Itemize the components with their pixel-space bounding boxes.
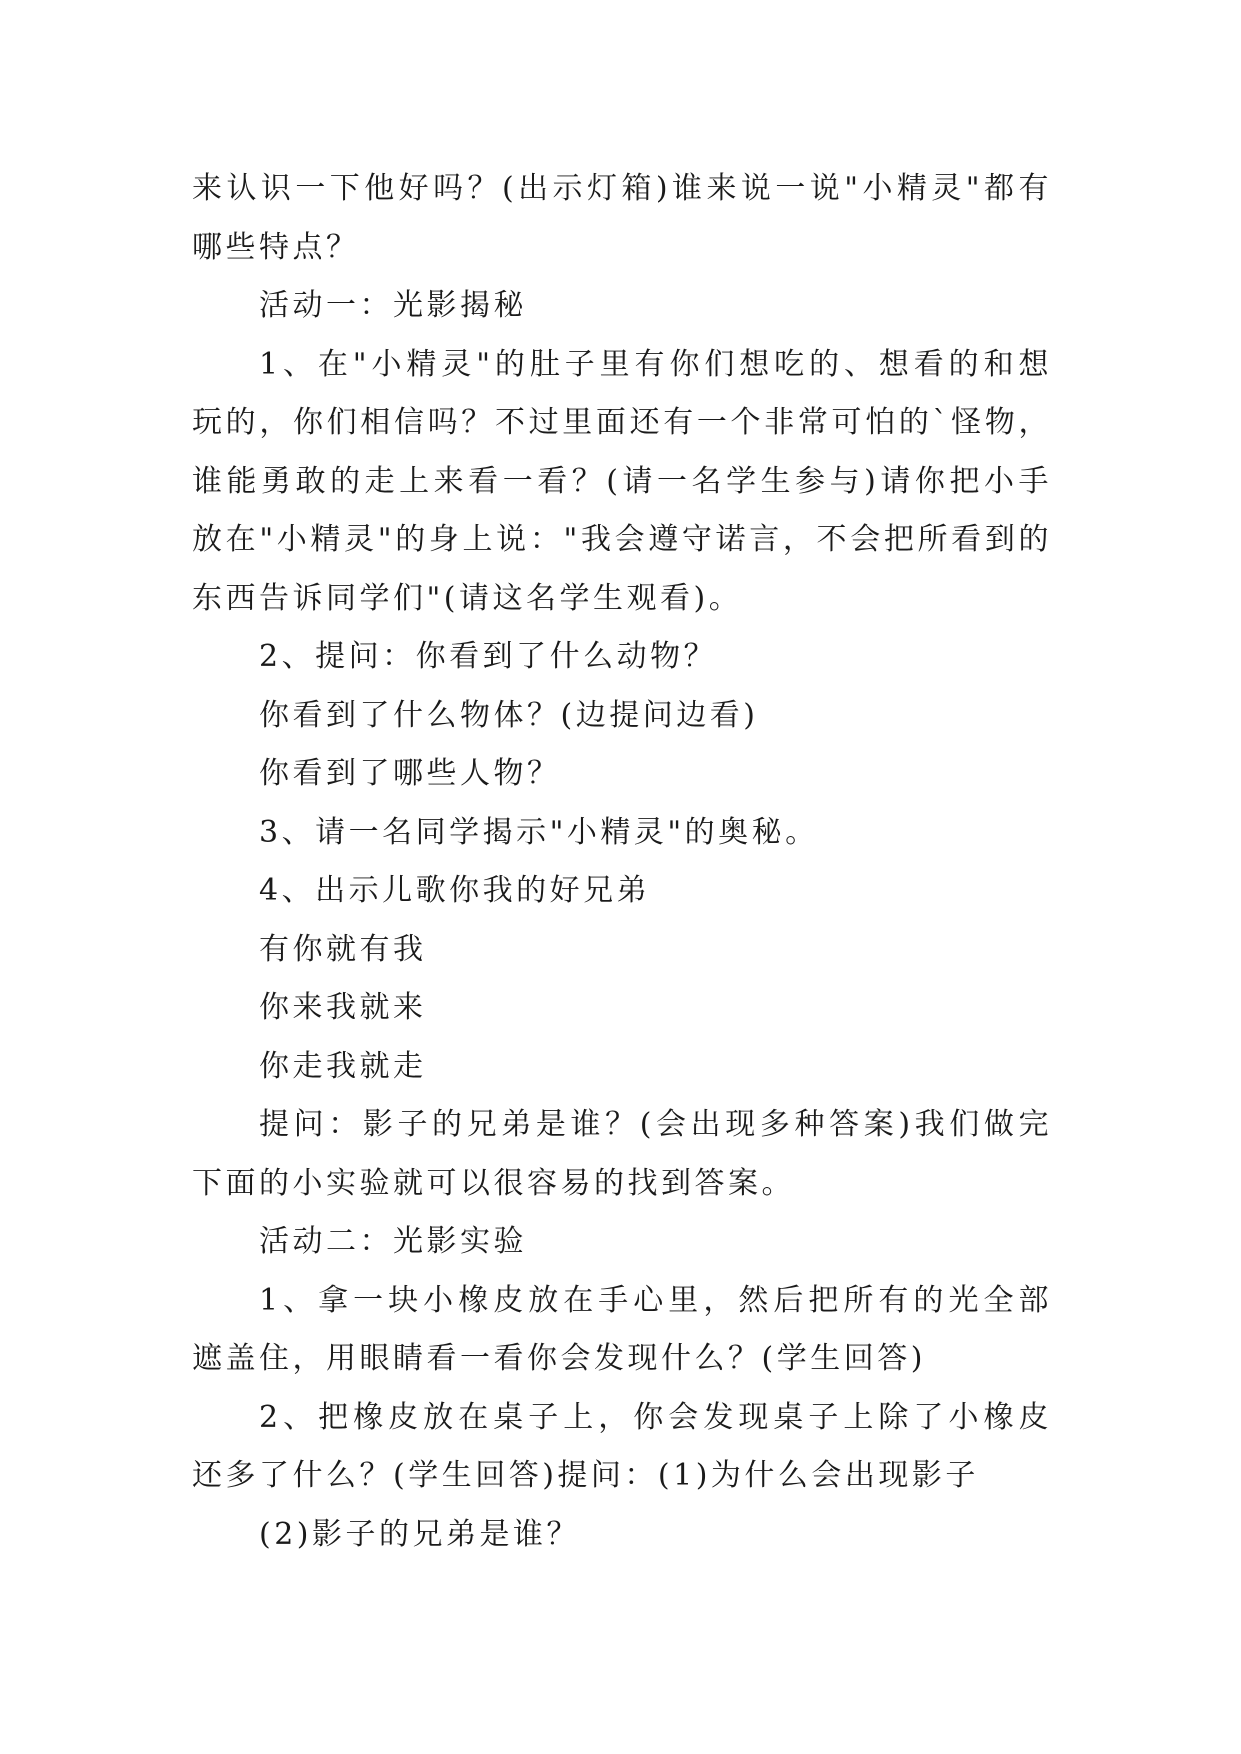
paragraph-question-2: (2)影子的兄弟是谁？ [259, 1516, 580, 1552]
heading-activity-one: 活动一：光影揭秘 [259, 288, 527, 323]
paragraph-step-2: 2、提问：你看到了什么动物？ [259, 639, 718, 674]
paragraph-experiment-1: 1、拿一块小橡皮放在手心里，然后把所有的光全部遮盖住，用眼睛看一看你会发现什么？(学生回答) [192, 1282, 1052, 1376]
paragraph-experiment-2: 2、把橡皮放在桌子上，你会发现桌子上除了小橡皮还多了什么？(学生回答)提问：(1)为什么会出现影子 [192, 1399, 1052, 1493]
paragraph-step-3: 3、请一名同学揭示"小精灵"的奥秘。 [259, 814, 819, 850]
paragraph-step-1: 1、在"小精灵"的肚子里有你们想吃的、想看的和想玩的，你们相信吗？不过里面还有一个非常可怕的`怪物，谁能勇敢的走上来看一看？(请一名学生参与)请你把小手放在"小精灵"的身上说："我会遵守诺言，不会把所看到的东西告诉同学们"(请这名学生观看)。 [192, 346, 1052, 616]
poem-line-1: 有你就有我 [259, 931, 427, 967]
poem-line-2: 你来我就来 [259, 990, 427, 1025]
paragraph-question-object: 你看到了什么物体？(边提问边看) [259, 697, 759, 733]
poem-line-3: 你走我就走 [259, 1048, 427, 1084]
heading-activity-two: 活动二：光影实验 [259, 1224, 527, 1259]
document-body [192, 160, 1052, 1564]
paragraph-question-brother: 提问：影子的兄弟是谁？(会出现多种答案)我们做完下面的小实验就可以很容易的找到答案。 [192, 1107, 1052, 1201]
paragraph-intro: 来认识一下他好吗？(出示灯箱)谁来说一说"小精灵"都有哪些特点？ [192, 171, 1052, 265]
paragraph-step-4: 4、出示儿歌你我的好兄弟 [259, 873, 651, 908]
paragraph-question-people: 你看到了哪些人物？ [259, 756, 561, 791]
